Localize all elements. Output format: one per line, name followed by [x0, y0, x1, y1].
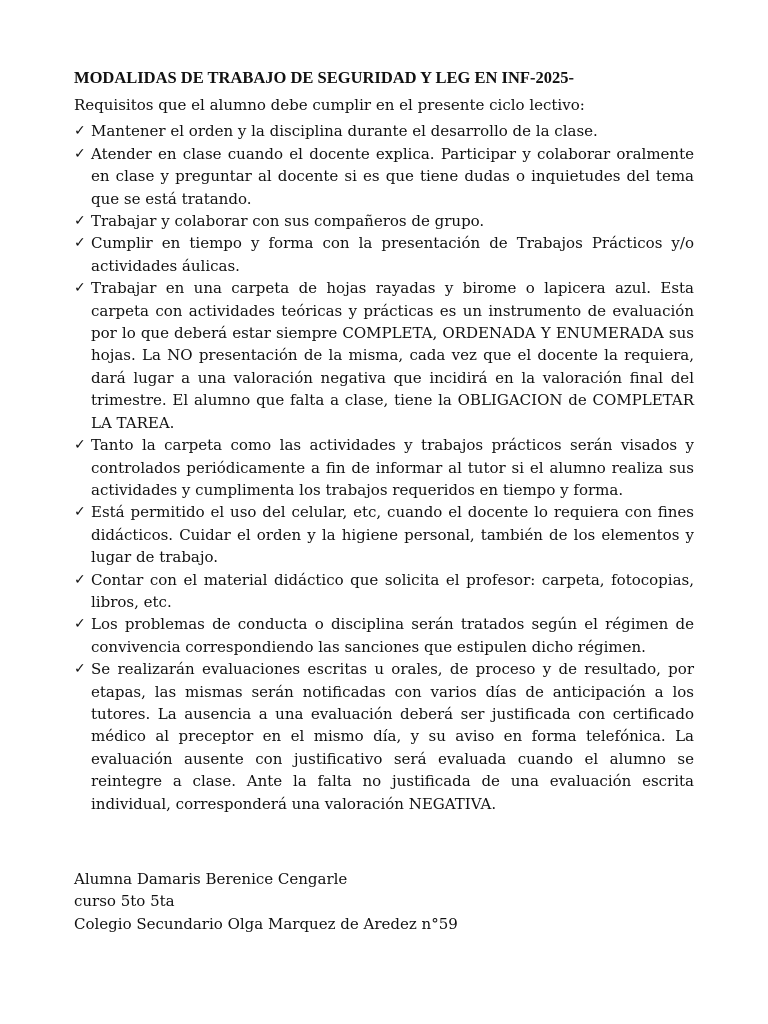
check-icon: ✓ — [74, 571, 86, 588]
list-item — [74, 232, 694, 277]
signature-block — [74, 868, 458, 935]
requirement-text: Cumplir en tiempo y forma con la presentación de Trabajos Prácticos y/o actividades áulicas. — [91, 234, 694, 275]
check-icon: ✓ — [74, 437, 86, 454]
check-icon: ✓ — [74, 661, 86, 678]
check-icon: ✓ — [74, 280, 86, 297]
list-item — [74, 569, 694, 614]
requirement-text: Mantener el orden y la disciplina durante el desarrollo de la clase. — [91, 122, 598, 141]
list-item — [74, 658, 694, 815]
requirements-list — [74, 120, 694, 815]
check-icon: ✓ — [74, 504, 86, 521]
check-icon: ✓ — [74, 616, 86, 633]
list-item — [74, 120, 694, 142]
requirement-text: Está permitido el uso del celular, etc, cuando el docente lo requiera con fines didácticos. Cuidar el orden y la higiene personal, también de los elementos y lugar de trabajo. — [91, 503, 694, 567]
course-label: curso 5to 5ta — [74, 892, 175, 911]
list-item — [74, 613, 694, 658]
list-item — [74, 501, 694, 568]
check-icon: ✓ — [74, 213, 86, 230]
requirement-text: Contar con el material didáctico que solicita el profesor: carpeta, fotocopias, libros, etc. — [91, 570, 694, 611]
document-title: MODALIDAS DE TRABAJO DE SEGURIDAD Y LEG EN INF-2025- — [74, 68, 574, 87]
list-item — [74, 277, 694, 434]
student-name: Alumna Damaris Berenice Cengarle — [74, 870, 348, 888]
document-body — [74, 66, 694, 815]
requirement-text: Trabajar y colaborar con sus compañeros de grupo. — [91, 212, 485, 231]
check-icon: ✓ — [74, 145, 86, 162]
school-name: Colegio Secundario Olga Marquez de Aredez n°59 — [74, 914, 458, 933]
requirement-text: Tanto la carpeta como las actividades y trabajos prácticos serán visados y controlados periódicamente a fin de informar al tutor si el alumno realiza sus actividades y cumplimenta los trabajos requeridos en tiempo y forma. — [91, 436, 694, 499]
list-item — [74, 143, 694, 210]
requirement-text: Se realizarán evaluaciones escritas u orales, de proceso y de resultado, por etapas, las mismas serán notificadas con varios días de anticipación a los tutores. La ausencia a una evaluación deberá ser justificada con certificado médico al preceptor en el mismo día, y su aviso en forma telefónica. La evaluación ausente con justificativo será evaluada cuando el alumno se reintegre a clase. Ante la falta no justificada de una evaluación escrita individual, corresponderá una valoración NEGATIVA. — [91, 660, 694, 813]
intro-text: Requisitos que el alumno debe cumplir en el presente ciclo lectivo: — [74, 96, 585, 114]
list-item — [74, 434, 694, 501]
list-item — [74, 210, 694, 232]
check-icon: ✓ — [74, 235, 86, 252]
check-icon: ✓ — [74, 123, 86, 140]
requirement-text: Atender en clase cuando el docente explica. Participar y colaborar oralmente en clase y preguntar al docente si es que tiene dudas o inquietudes del tema que se está tratando. — [91, 144, 694, 208]
requirement-text: Los problemas de conducta o disciplina serán tratados según el régimen de convivencia correspondiendo las sanciones que estipulen dicho régimen. — [91, 615, 694, 656]
requirement-text: Trabajar en una carpeta de hojas rayadas y birome o lapicera azul. Esta carpeta con actividades teóricas y prácticas es un instrumento de evaluación por lo que deberá estar siempre COMPLETA, ORDENADA Y ENUMERADA sus hojas. La NO presentación de la misma, cada vez que el docente la requiera, dará lugar a una valoración negativa que incidirá en la valoración final del trimestre. El alumno que falta a clase, tiene la OBLIGACION de COMPLETAR LA TAREA. — [91, 279, 694, 432]
